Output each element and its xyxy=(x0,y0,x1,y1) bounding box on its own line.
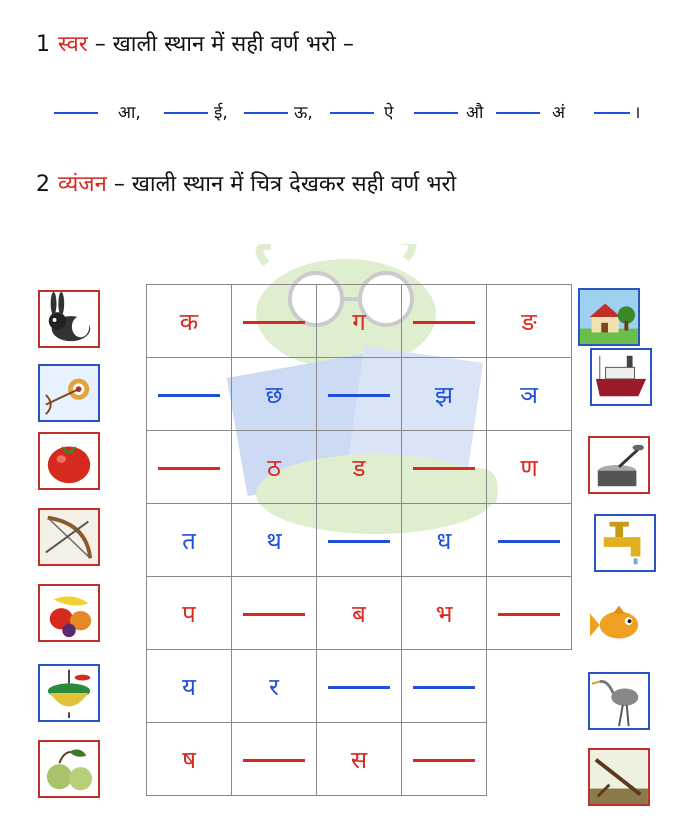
vowel-blank[interactable] xyxy=(164,112,208,114)
consonant-letter: ञ xyxy=(520,380,538,409)
grid-blank-cell[interactable] xyxy=(232,577,317,650)
consonant-letter: त xyxy=(182,526,196,555)
vowel-letter: ऊ, xyxy=(294,103,313,123)
grid-cell-empty xyxy=(487,650,572,723)
grid-letter-cell xyxy=(402,577,487,650)
blank-line xyxy=(328,394,390,397)
blank-line xyxy=(498,613,560,616)
blank-line xyxy=(328,686,390,689)
consonant-letter: थ xyxy=(266,526,282,555)
vowel-letter: अं xyxy=(552,103,565,123)
grid-blank-cell[interactable] xyxy=(317,504,402,577)
question-keyword: व्यंजन xyxy=(58,172,107,197)
vowel-blank[interactable] xyxy=(594,112,630,114)
question-text: – खाली स्थान में चित्र देखकर सही वर्ण भरो xyxy=(113,172,457,197)
grid-letter-cell xyxy=(317,431,402,504)
grid-letter-cell xyxy=(402,358,487,431)
consonant-letter: ब xyxy=(352,599,366,628)
grid-letter-cell xyxy=(317,577,402,650)
grid-blank-cell[interactable] xyxy=(402,285,487,358)
grid-letter-cell xyxy=(487,431,572,504)
blank-line xyxy=(413,321,475,324)
consonant-letter: ष xyxy=(182,745,196,774)
ship-icon xyxy=(590,348,652,406)
grid-row xyxy=(147,577,572,650)
question-text: – खाली स्थान में सही वर्ण भरो – xyxy=(94,32,354,57)
blank-line xyxy=(413,467,475,470)
vowel-blank[interactable] xyxy=(414,112,458,114)
vowel-blank[interactable] xyxy=(496,112,540,114)
pot-icon xyxy=(588,436,650,494)
question-1 xyxy=(36,28,354,58)
blank-line xyxy=(413,686,475,689)
grid-letter-cell xyxy=(232,504,317,577)
grid-letter-cell xyxy=(147,723,232,796)
blank-line xyxy=(328,540,390,543)
vowel-letter: औ xyxy=(466,103,484,123)
plough-icon xyxy=(588,748,650,806)
grid-row xyxy=(147,504,572,577)
vowel-blank[interactable] xyxy=(244,112,288,114)
grid-blank-cell[interactable] xyxy=(487,577,572,650)
consonant-letter: य xyxy=(182,672,196,701)
grid-blank-cell[interactable] xyxy=(317,358,402,431)
grid-letter-cell xyxy=(147,504,232,577)
fruits-icon xyxy=(38,584,100,642)
consonant-letter: छ xyxy=(265,380,283,409)
grid-letter-cell xyxy=(232,358,317,431)
vowel-letter: आ, xyxy=(118,103,141,123)
consonant-letter: ङ xyxy=(521,307,537,336)
tap-icon xyxy=(594,514,656,572)
blank-line xyxy=(158,394,220,397)
consonant-letter: झ xyxy=(434,380,454,409)
blank-line xyxy=(243,759,305,762)
consonant-letter: प xyxy=(182,599,196,628)
consonant-letter: ण xyxy=(520,453,538,482)
question-number: 2 xyxy=(36,172,50,197)
grid-blank-cell[interactable] xyxy=(402,723,487,796)
grid-letter-cell xyxy=(147,577,232,650)
tomato-icon xyxy=(38,432,100,490)
blank-line xyxy=(498,540,560,543)
grid-row xyxy=(147,358,572,431)
house-icon xyxy=(578,288,640,346)
vowel-letter: ई, xyxy=(214,103,228,123)
question-number: 1 xyxy=(36,32,50,57)
consonant-letter: स xyxy=(350,745,368,774)
grid-blank-cell[interactable] xyxy=(147,431,232,504)
blank-line xyxy=(243,613,305,616)
grid-blank-cell[interactable] xyxy=(487,504,572,577)
grid-row xyxy=(147,285,572,358)
blank-line xyxy=(243,321,305,324)
bow-arrow-icon xyxy=(38,508,100,566)
grid-row xyxy=(147,723,572,796)
grid-letter-cell xyxy=(232,431,317,504)
question-keyword: स्वर xyxy=(58,32,88,57)
grid-letter-cell xyxy=(317,723,402,796)
bow-target-icon xyxy=(38,364,100,422)
grid-letter-cell xyxy=(147,650,232,723)
grid-letter-cell xyxy=(232,650,317,723)
grid-letter-cell xyxy=(402,504,487,577)
vowel-blank[interactable] xyxy=(330,112,374,114)
consonant-letter: ग xyxy=(352,307,366,336)
consonant-letter: र xyxy=(269,672,279,701)
consonant-letter: भ xyxy=(435,599,453,628)
grid-cell-empty xyxy=(487,723,572,796)
consonant-letter: ड xyxy=(352,453,366,482)
consonant-letter: ध xyxy=(436,526,452,555)
vowel-letter: । xyxy=(634,103,641,123)
consonant-letter: ठ xyxy=(267,453,281,482)
fish-icon xyxy=(586,596,648,654)
grid-blank-cell[interactable] xyxy=(147,358,232,431)
grid-blank-cell[interactable] xyxy=(232,723,317,796)
blank-line xyxy=(158,467,220,470)
grid-blank-cell[interactable] xyxy=(402,431,487,504)
custard-apple-icon xyxy=(38,740,100,798)
grid-blank-cell[interactable] xyxy=(232,285,317,358)
consonant-grid xyxy=(146,284,572,796)
grid-letter-cell xyxy=(147,285,232,358)
vowel-fill-row xyxy=(54,98,644,128)
question-2 xyxy=(36,168,456,198)
grid-row xyxy=(147,431,572,504)
heron-icon xyxy=(588,672,650,730)
vowel-blank[interactable] xyxy=(54,112,98,114)
grid-letter-cell xyxy=(487,358,572,431)
grid-blank-cell[interactable] xyxy=(402,650,487,723)
consonant-letter: क xyxy=(179,307,199,336)
grid-row xyxy=(147,650,572,723)
grid-letter-cell xyxy=(487,285,572,358)
blank-line xyxy=(413,759,475,762)
spinning-top-icon xyxy=(38,664,100,722)
grid-letter-cell xyxy=(317,285,402,358)
vowel-letter: ऐ xyxy=(384,103,394,123)
rabbit-icon xyxy=(38,290,100,348)
grid-blank-cell[interactable] xyxy=(317,650,402,723)
